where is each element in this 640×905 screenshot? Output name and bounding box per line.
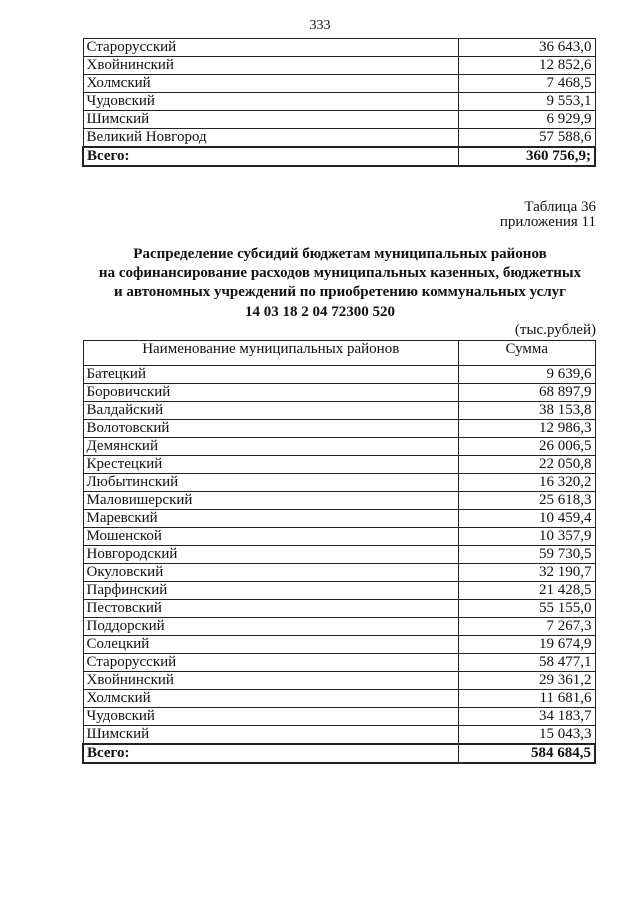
district-amount: 34 183,7	[459, 708, 596, 726]
district-amount: 68 897,9	[459, 384, 596, 402]
district-name: Чудовский	[83, 708, 459, 726]
table-row	[83, 474, 595, 492]
heading-line-1: Распределение субсидий бюджетам муниципальных районов	[133, 246, 547, 262]
district-name: Батецкий	[83, 366, 459, 384]
table-row	[83, 582, 595, 600]
district-amount: 22 050,8	[459, 456, 596, 474]
district-name: Крестецкий	[83, 456, 459, 474]
district-name: Любытинский	[83, 474, 459, 492]
district-amount: 15 043,3	[459, 726, 596, 745]
district-amount: 10 357,9	[459, 528, 596, 546]
header-sum: Сумма	[459, 341, 596, 366]
table-row	[83, 726, 595, 745]
table-row	[83, 111, 595, 129]
table-number-label: Таблица 36	[524, 199, 596, 215]
total-row	[83, 744, 595, 763]
district-name: Валдайский	[83, 402, 459, 420]
district-amount: 57 588,6	[459, 129, 596, 148]
header-name: Наименование муниципальных районов	[83, 341, 459, 366]
total-value: 584 684,5	[459, 744, 596, 763]
table-row	[83, 672, 595, 690]
district-amount: 55 155,0	[459, 600, 596, 618]
district-name: Хвойнинский	[83, 672, 459, 690]
district-amount: 19 674,9	[459, 636, 596, 654]
district-name: Поддорский	[83, 618, 459, 636]
district-amount: 59 730,5	[459, 546, 596, 564]
table-row	[83, 129, 595, 148]
district-name: Маловишерский	[83, 492, 459, 510]
district-amount: 9 639,6	[459, 366, 596, 384]
district-amount: 9 553,1	[459, 93, 596, 111]
table-row	[83, 366, 595, 384]
table-row	[83, 75, 595, 93]
district-name: Солецкий	[83, 636, 459, 654]
appendix-label: приложения 11	[499, 214, 596, 230]
table-row	[83, 492, 595, 510]
budget-code: 14 03 18 2 04 72300 520	[245, 304, 395, 320]
table-row	[83, 420, 595, 438]
district-name: Холмский	[83, 75, 459, 93]
main-table-header	[83, 341, 595, 366]
district-name: Великий Новгород	[83, 129, 459, 148]
top-table	[82, 38, 596, 167]
table-row	[83, 528, 595, 546]
district-name: Шимский	[83, 111, 459, 129]
table-row	[83, 93, 595, 111]
district-amount: 12 852,6	[459, 57, 596, 75]
district-amount: 26 006,5	[459, 438, 596, 456]
district-name: Маревский	[83, 510, 459, 528]
district-name: Холмский	[83, 690, 459, 708]
total-value: 360 756,9;	[459, 147, 596, 166]
table-row	[83, 618, 595, 636]
top-table-body	[83, 39, 595, 167]
table-row	[83, 438, 595, 456]
district-name: Боровичский	[83, 384, 459, 402]
district-name: Пестовский	[83, 600, 459, 618]
district-amount: 32 190,7	[459, 564, 596, 582]
main-table	[82, 340, 596, 764]
page-number: 333	[309, 18, 331, 33]
total-label: Всего:	[83, 147, 459, 166]
table-row	[83, 402, 595, 420]
table-row	[83, 510, 595, 528]
total-row	[83, 147, 595, 166]
total-label: Всего:	[83, 744, 459, 763]
table-row	[83, 690, 595, 708]
district-name: Шимский	[83, 726, 459, 745]
district-amount: 10 459,4	[459, 510, 596, 528]
district-amount: 38 153,8	[459, 402, 596, 420]
table-row	[83, 546, 595, 564]
district-amount: 21 428,5	[459, 582, 596, 600]
district-name: Старорусский	[83, 39, 459, 57]
district-name: Чудовский	[83, 93, 459, 111]
table-row	[83, 600, 595, 618]
table-row	[83, 39, 595, 57]
district-amount: 11 681,6	[459, 690, 596, 708]
main-table-body	[83, 366, 595, 764]
district-amount: 29 361,2	[459, 672, 596, 690]
heading-line-2: на софинансирование расходов муниципальных казенных, бюджетных	[98, 265, 582, 281]
district-name: Демянский	[83, 438, 459, 456]
table-row	[83, 456, 595, 474]
district-amount: 7 468,5	[459, 75, 596, 93]
district-amount: 7 267,3	[459, 618, 596, 636]
district-amount: 6 929,9	[459, 111, 596, 129]
district-name: Волотовский	[83, 420, 459, 438]
district-amount: 16 320,2	[459, 474, 596, 492]
district-name: Окуловский	[83, 564, 459, 582]
district-name: Парфинский	[83, 582, 459, 600]
table-row	[83, 708, 595, 726]
district-name: Старорусский	[83, 654, 459, 672]
district-name: Хвойнинский	[83, 57, 459, 75]
district-amount: 36 643,0	[459, 39, 596, 57]
table-row	[83, 57, 595, 75]
district-amount: 58 477,1	[459, 654, 596, 672]
table-row	[83, 636, 595, 654]
district-name: Новгородский	[83, 546, 459, 564]
heading-line-3: и автономных учреждений по приобретению коммунальных услуг	[113, 284, 566, 300]
district-amount: 12 986,3	[459, 420, 596, 438]
district-name: Мошенской	[83, 528, 459, 546]
table-row	[83, 564, 595, 582]
table-row	[83, 654, 595, 672]
district-amount: 25 618,3	[459, 492, 596, 510]
table-row	[83, 384, 595, 402]
units-label: (тыс.рублей)	[514, 322, 596, 338]
